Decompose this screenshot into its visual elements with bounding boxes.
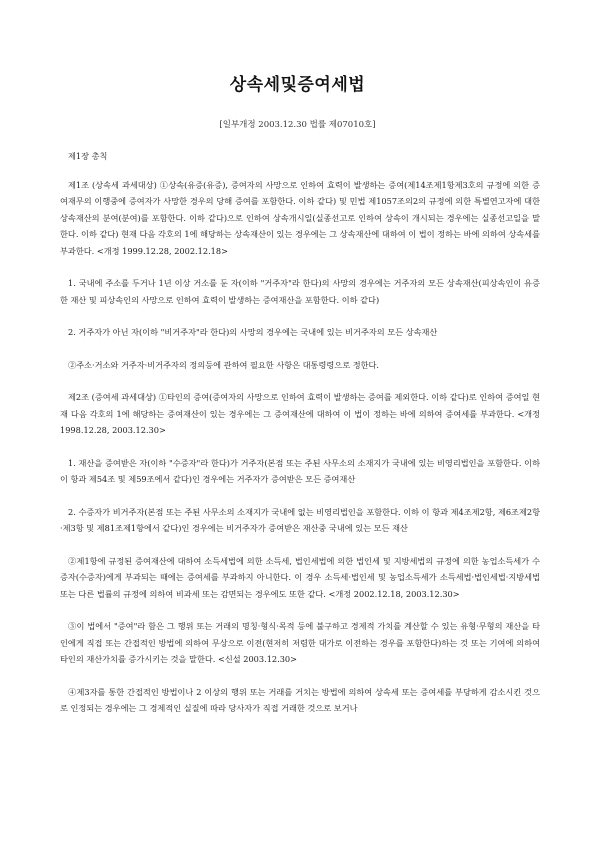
article-2-item-1: 1. 재산을 증여받은 자(이하 "수증자"라 한다)가 거주자(본점 또는 주된 사무소의 소재지가 국내에 있는 비영리법인을 포함한다. 이하 이 항과 제54조 및 제59조에서 같다)인 경우에는 거주자가 증여받은 모든 증여재산 <box>60 457 540 484</box>
article-1-item-2: 2. 거주자가 아닌 자(이하 "비거주자"라 한다)의 사망의 경우에는 국내에 있는 비거주자의 모든 상속재산 <box>68 327 438 337</box>
article-1-item-1: 1. 국내에 주소를 두거나 1년 이상 거소를 둔 자(이하 "거주자"라 한다)의 사망의 경우에는 거주자의 모든 상속재산(피상속인이 유증한 재산 및 피상속인의 사망으로 인하여 효력이 발생하는 증여재산을 포함한다. 이하 같다) <box>60 278 540 305</box>
article-1-paragraph-1: 제1조 (상속세 과세대상) ①상속(유증(유증), 증여자의 사망으로 인하여 효력이 발생하는 증여(제14조제1항제3호의 규정에 의한 증여재무의 이행중에 증여자가 사망한 경우의 당해 증여를 포함한다. 이하 같다) 및 민법 제1057조의2의 규정에 의한 특별연고자에 대한 상속재산의 분여(분여)를 포함한다. 이하 같다)으로 인하여 상속개시일(실종선고로 인하여 상속이 개시되는 경우에는 실종선고일을 말한다. 이하 같다) 현재 다음 각호의 1에 해당하는 상속재산이 있는 경우에는 그 상속재산에 대하여 이 법이 정하는 바에 의하여 상속세를 부과한다. <개정 1999.12.28, 2002.12.18> <box>60 179 540 256</box>
article-1-paragraph-2: ②주소·거소와 거주자·비거주자의 정의등에 관하여 필요한 사항은 대통령령으로 정한다. <box>68 359 380 370</box>
chapter-heading: 제1장 총칙 <box>68 151 108 161</box>
article-2-paragraph-4: ④제3자를 통한 간접적인 방법이나 2 이상의 행위 또는 거래를 거치는 방법에 의하여 상속세 또는 증여세를 부당하게 감소시킨 것으로 인정되는 경우에는 그 경제적인 실질에 따라 당사자가 직접 거래한 것으로 보거나 <box>60 686 540 713</box>
article-2-item-2: 2. 수증자가 비거주자(본점 또는 주된 사무소의 소재지가 국내에 없는 비영리법인을 포함한다. 이하 이 항과 제4조제2항, 제6조제2항·제3항 및 제81조제1항에서 같다)인 경우에는 비거주자가 증여받은 재산중 국내에 있는 모든 재산 <box>60 506 540 533</box>
document-title: 상속세및증여세법 <box>229 75 366 95</box>
document-subtitle: [일부개정 2003.12.30 법률 제07010호] <box>219 120 376 130</box>
document-body <box>60 148 540 717</box>
article-2-paragraph-3: ③이 법에서 "증여"라 함은 그 행위 또는 거래의 명칭·형식·목적 등에 불구하고 경제적 가치를 계산할 수 있는 유형·무형의 재산을 타인에게 직접 또는 간접적인 방법에 의하여 무상으로 이전(현저히 저렴한 대가로 이전하는 경우를 포함한다)하는 것 또는 기여에 의하여 타인의 재산가치를 증가시키는 것을 말한다. <신설 2003.12.30> <box>60 621 540 664</box>
article-2-paragraph-2: ②제1항에 규정된 증여재산에 대하여 소득세법에 의한 소득세, 법인세법에 의한 법인세 및 지방세법의 규정에 의한 농업소득세가 수증자(수증자)에게 부과되는 때에는 증여세를 부과하지 아니한다. 이 경우 소득세·법인세 및 농업소득세가 소득세법·법인세법·지방세법 또는 다른 법률의 규정에 의하여 비과세 또는 감면되는 경우에도 또한 같다. <개정 2002.12.18, 2003.12.30> <box>60 555 540 599</box>
article-2-paragraph-1: 제2조 (증여세 과세대상) ①타인의 증여(증여자의 사망으로 인하여 효력이 발생하는 증여를 제외한다. 이하 같다)로 인하여 증여일 현재 다음 각호의 1에 해당하는 증여재산이 있는 경우에는 그 증여재산에 대하여 이 법이 정하는 바에 의하여 증여세를 부과한다. <개정 1998.12.28, 2003.12.30> <box>60 392 540 435</box>
